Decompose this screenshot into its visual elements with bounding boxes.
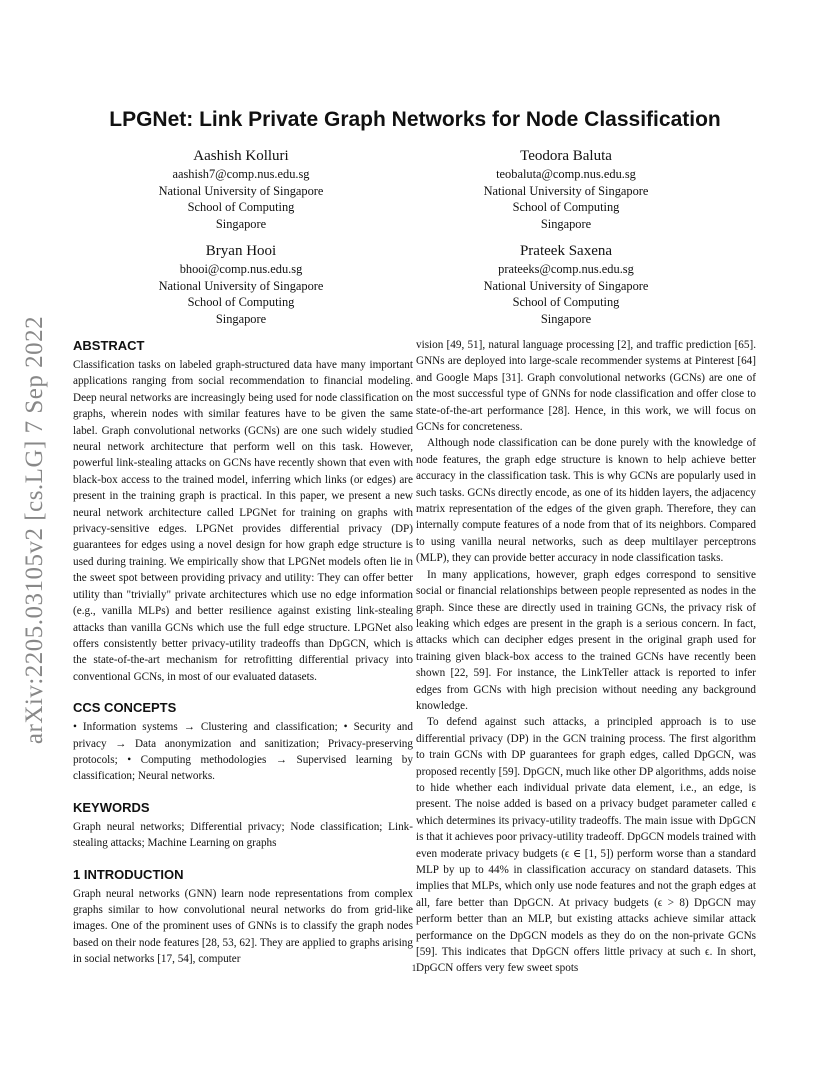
author-email: teobaluta@comp.nus.edu.sg [496,167,636,181]
author-email: bhooi@comp.nus.edu.sg [179,262,303,276]
author-department: School of Computing [187,200,295,214]
author-department: School of Computing [512,295,620,309]
body-paragraph: vision [49, 51], natural language processing [2], and traffic prediction [65]. GNNs are deployed into large-scale recommender systems at Pinterest [64] and Google Maps [31]. Graph convolutional networks (GCNs) are one of the most successful type of GNNs for node classification and offer close to state-of-the-art performance [28]. Hence, in this work, we will focus on GCNs for concreteness. [416,339,756,434]
author-affiliation: National University of Singapore [158,278,324,293]
body-paragraph: To defend against such attacks, a principled approach is to use differential privacy (DP) in the GCN training process. The first algorithm to train GCNs with DP guarantees for graph edges, called DpGCN, was proposed recently [59]. DpGCN, much like other DP algorithms, adds noise to hide whether each individual private data element, i.e., an edge, is present. The noise added is based on a privacy budget parameter called ϵ which determines its privacy-utility tradeoffs. The main issue with DpGCN is that it achieves poor privacy-utility tradeoff. DpGCN models trained with even moderate privacy budgets (ϵ ∈ [1, 5]) perform worse than a standard MLP by up to 44% in classification accuracy on standard datasets. This implies that MLPs, which only use node features and not the graph edges at all, fare better than DpGCN. At privacy budgets (ϵ > 8) DpGCN may perform better than an MLP, but existing attacks achieve similar attack performance on the DpGCN models as they do on the non-private GCNs [59]. This indicates that DpGCN offers little privacy at such ϵ. In short, DpGCN offers very few sweet spots [416,716,757,975]
author-email: prateeks@comp.nus.edu.sg [498,262,634,276]
author-country: Singapore [215,216,267,231]
author-block [91,241,391,327]
author-affiliation: National University of Singapore [158,183,324,198]
left-column [73,337,413,968]
author-name: Aashish Kolluri [193,148,289,164]
keywords-text: Graph neural networks; Differential privacy; Node classification; Link-stealing attacks; Machine Learning on graphs [73,820,413,850]
author-department: School of Computing [512,200,620,214]
arxiv-identifier [12,240,58,820]
arxiv-identifier-text: arXiv:2205.03105v2 [cs.LG] 7 Sep 2022 [21,315,48,745]
introduction-text: Graph neural networks (GNN) learn node representations from complex graphs similar to how convolutional neural networks do from grid-like images. One of the prominent uses of GNNs is to classify the graph nodes based on their node features [28, 53, 62]. They are applied to graphs arising in social networks [17, 54], computer [73,887,413,966]
abstract-text: Classification tasks on labeled graph-structured data have many important applications ranging from social recommendation to financial modeling. Deep neural networks are increasingly being used for node classification on graphs, wherein nodes with similar features have to be given the same label. Graph convolutional networks (GCNs) are one such widely studied neural network architecture that perform well on this task. However, powerful link-stealing attacks on GCNs have recently shown that even with black-box access to the trained model, inferring which links (or edges) are present in the training graph is practical. In this paper, we present a new neural network architecture called LPGNet for training on graphs with privacy-sensitive edges. LPGNet provides differential privacy (DP) guarantees for edges using a novel design for how graph edge structure is used during training. We empirically show that LPGNet models often lie in the sweet spot between providing privacy and utility: They can offer better utility than "trivially" private architectures which use no edge information (e.g., vanilla MLPs) and better resilience against existing link-stealing attacks than vanilla GCNs which use the full edge structure. LPGNet also offers consistently better privacy-utility tradeoffs than DpGCN, which is the state-of-the-art mechanism for retrofitting differential privacy into conventional GCNs, in most of our evaluated datasets. [73,359,413,683]
author-affiliation: National University of Singapore [483,183,649,198]
author-country: Singapore [540,311,592,326]
introduction-heading: 1 INTRODUCTION [73,866,184,882]
author-email: aashish7@comp.nus.edu.sg [172,167,310,181]
body-paragraph: Although node classification can be done purely with the knowledge of node features, the graph edge structure is known to help achieve better accuracy in the classification task. This is why GCNs are popularly used in such tasks. GCNs directly encode, as one of its hidden layers, the adjacency matrix representation of the edges of the given graph. Therefore, they can internally compute features of a node from that of its neighbors. Compared to using vanilla neural networks, such as deep multilayer perceptrons (MLP), they can provide better accuracy in node classification tasks. [416,437,756,565]
author-affiliation: National University of Singapore [483,278,649,293]
author-block [416,146,716,232]
keywords-heading: KEYWORDS [73,799,150,815]
author-block [416,241,716,327]
author-name: Teodora Baluta [520,148,612,164]
body-paragraph: In many applications, however, graph edges correspond to sensitive social or financial relationships between people represented as nodes in the graph. Since these are directly used in training GCNs, the privacy risk of leaking which edges are present in the graph is a serious concern. In fact, attacks which can decipher edges present in the original graph used for training given black-box access to the trained GCNs have recently been shown [22, 59]. For instance, the LinkTeller attack is reported to infer edges from GCNs with high precision without needing any background knowledge. [416,568,756,712]
author-department: School of Computing [187,295,295,309]
author-block [91,146,391,232]
page-number: 1 [411,963,417,973]
right-column [416,337,756,977]
author-country: Singapore [540,216,592,231]
ccs-text: • Information systems → Clustering and classification; • Security and privacy → Data anonymization and sanitization; Privacy-preserving protocols; • Computing methodologies → Supervised learning by classification; Neural networks. [73,721,413,783]
author-country: Singapore [215,311,267,326]
paper-title: LPGNet: Link Private Graph Networks for Node Classification [109,108,721,131]
author-name: Bryan Hooi [205,243,277,259]
abstract-heading: ABSTRACT [73,338,145,353]
author-name: Prateek Saxena [519,243,613,259]
ccs-heading: CCS CONCEPTS [73,700,177,716]
